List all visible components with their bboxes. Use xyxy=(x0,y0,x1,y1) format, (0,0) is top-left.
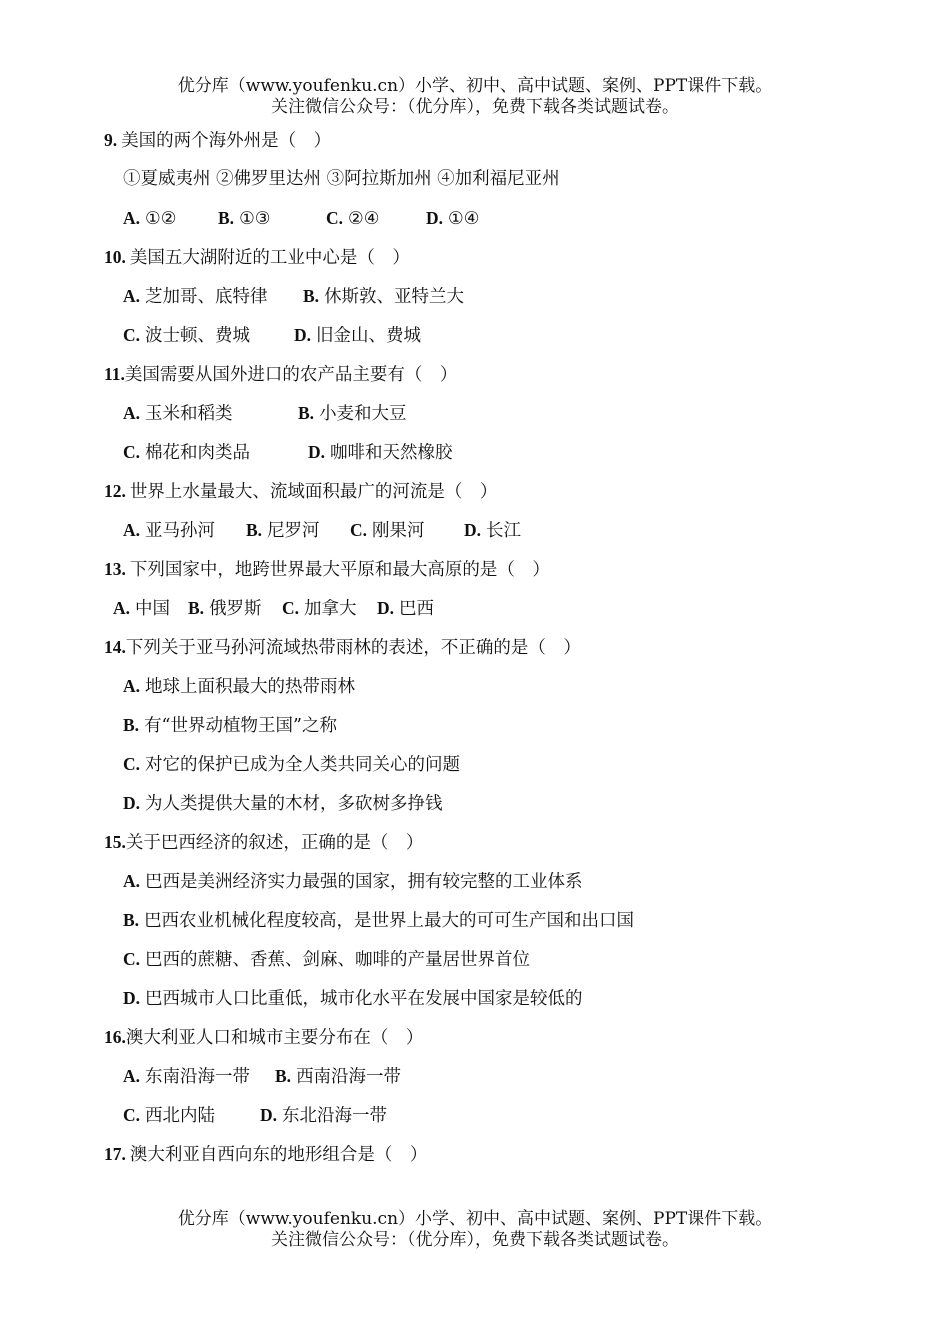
option-d: D. 长江 xyxy=(464,520,522,541)
question-15-option-d xyxy=(123,986,583,1011)
question-9-choices xyxy=(123,167,560,191)
question-text: 关于巴西经济的叙述，正确的是（ ） xyxy=(125,833,424,853)
page-header xyxy=(0,76,950,118)
question-14-option-a xyxy=(123,674,355,699)
question-text: 澳大利亚自西向东的地形组合是（ ） xyxy=(129,1145,428,1165)
option-c: C. 刚果河 xyxy=(350,520,425,541)
question-number: 12. xyxy=(104,481,126,501)
question-15-option-a xyxy=(123,869,583,894)
question-10-stem xyxy=(104,245,410,270)
option-d: D. 为人类提供大量的木材，多砍树多挣钱 xyxy=(123,793,443,814)
question-14-option-c xyxy=(123,752,460,777)
question-text: 下列关于亚马孙河流域热带雨林的表述，不正确的是（ ） xyxy=(125,638,581,658)
option-b: B. 巴西农业机械化程度较高，是世界上最大的可可生产国和出口国 xyxy=(123,910,635,931)
option-c: C. 巴西的蔗糖、香蕉、剑麻、咖啡的产量居世界首位 xyxy=(123,949,531,970)
option-a: A. 中国 xyxy=(113,598,171,619)
option-a: A. 亚马孙河 xyxy=(123,520,216,541)
question-text: 美国需要从国外进口的农产品主要有（ ） xyxy=(124,365,458,385)
option-d: D. 东北沿海一带 xyxy=(260,1105,388,1126)
option-a: A. 东南沿海一带 xyxy=(123,1066,251,1087)
question-16-stem xyxy=(104,1025,423,1050)
option-c: C. 棉花和肉类品 xyxy=(123,442,251,463)
question-15-option-b xyxy=(123,908,634,933)
question-number: 16. xyxy=(104,1027,126,1047)
question-text: 澳大利亚人口和城市主要分布在（ ） xyxy=(125,1028,424,1048)
option-d: D. 咖啡和天然橡胶 xyxy=(308,442,453,463)
option-a: A. 地球上面积最大的热带雨林 xyxy=(123,676,356,697)
question-14-stem xyxy=(104,635,581,660)
question-17-stem xyxy=(104,1142,427,1167)
header-line-1: 优分库（www.youfenku.cn）小学、初中、高中试题、案例、PPT课件下载。 xyxy=(177,76,773,96)
option-b: B. 俄罗斯 xyxy=(188,598,262,619)
option-b: B. 小麦和大豆 xyxy=(298,403,407,424)
question-text: 美国的两个海外州是（ ） xyxy=(121,131,332,151)
option-b: B. 有“世界动植物王国”之称 xyxy=(123,715,337,736)
question-15-option-c xyxy=(123,947,530,972)
question-14-option-d xyxy=(123,791,443,816)
question-12-stem xyxy=(104,479,497,504)
footer-line-2: 关注微信公众号：（优分库），免费下载各类试题试卷。 xyxy=(271,1230,679,1250)
option-c: C. 加拿大 xyxy=(282,598,357,619)
option-c: C. 西北内陆 xyxy=(123,1105,216,1126)
question-number: 9. xyxy=(104,130,118,150)
question-text: 世界上水量最大、流域面积最广的河流是（ ） xyxy=(129,482,498,502)
option-b: B. 西南沿海一带 xyxy=(275,1066,402,1087)
option-d: D. 巴西 xyxy=(377,598,435,619)
option-d: D. ①④ xyxy=(426,208,480,229)
choices-line: ①夏威夷州 ②佛罗里达州 ③阿拉斯加州 ④加利福尼亚州 xyxy=(123,169,560,189)
question-9-stem xyxy=(104,128,331,153)
option-a: A. 芝加哥、底特律 xyxy=(123,286,268,307)
option-d: D. 巴西城市人口比重低，城市化水平在发展中国家是较低的 xyxy=(123,988,583,1009)
question-text: 下列国家中，地跨世界最大平原和最大高原的是（ ） xyxy=(129,560,550,580)
question-number: 17. xyxy=(104,1144,126,1164)
question-number: 11. xyxy=(104,364,125,384)
page-footer xyxy=(0,1209,950,1251)
header-line-2: 关注微信公众号：（优分库），免费下载各类试题试卷。 xyxy=(271,97,679,117)
option-d: D. 旧金山、费城 xyxy=(294,325,422,346)
option-b: B. 尼罗河 xyxy=(246,520,320,541)
option-c: C. ②④ xyxy=(326,208,380,229)
question-11-stem xyxy=(104,362,457,387)
footer-line-1: 优分库（www.youfenku.cn）小学、初中、高中试题、案例、PPT课件下载。 xyxy=(177,1209,773,1229)
question-number: 14. xyxy=(104,637,126,657)
option-c: C. 波士顿、费城 xyxy=(123,325,251,346)
option-a: A. 巴西是美洲经济实力最强的国家，拥有较完整的工业体系 xyxy=(123,871,583,892)
question-number: 10. xyxy=(104,247,126,267)
option-b: B. ①③ xyxy=(218,208,271,229)
question-text: 美国五大湖附近的工业中心是（ ） xyxy=(129,248,410,268)
option-b: B. 休斯敦、亚特兰大 xyxy=(303,286,465,307)
question-number: 13. xyxy=(104,559,126,579)
option-a: A. 玉米和稻类 xyxy=(123,403,233,424)
question-15-stem xyxy=(104,830,423,855)
question-number: 15. xyxy=(104,832,126,852)
option-a: A. ①② xyxy=(123,208,177,229)
question-14-option-b xyxy=(123,713,337,738)
option-c: C. 对它的保护已成为全人类共同关心的问题 xyxy=(123,754,461,775)
question-13-stem xyxy=(104,557,550,582)
